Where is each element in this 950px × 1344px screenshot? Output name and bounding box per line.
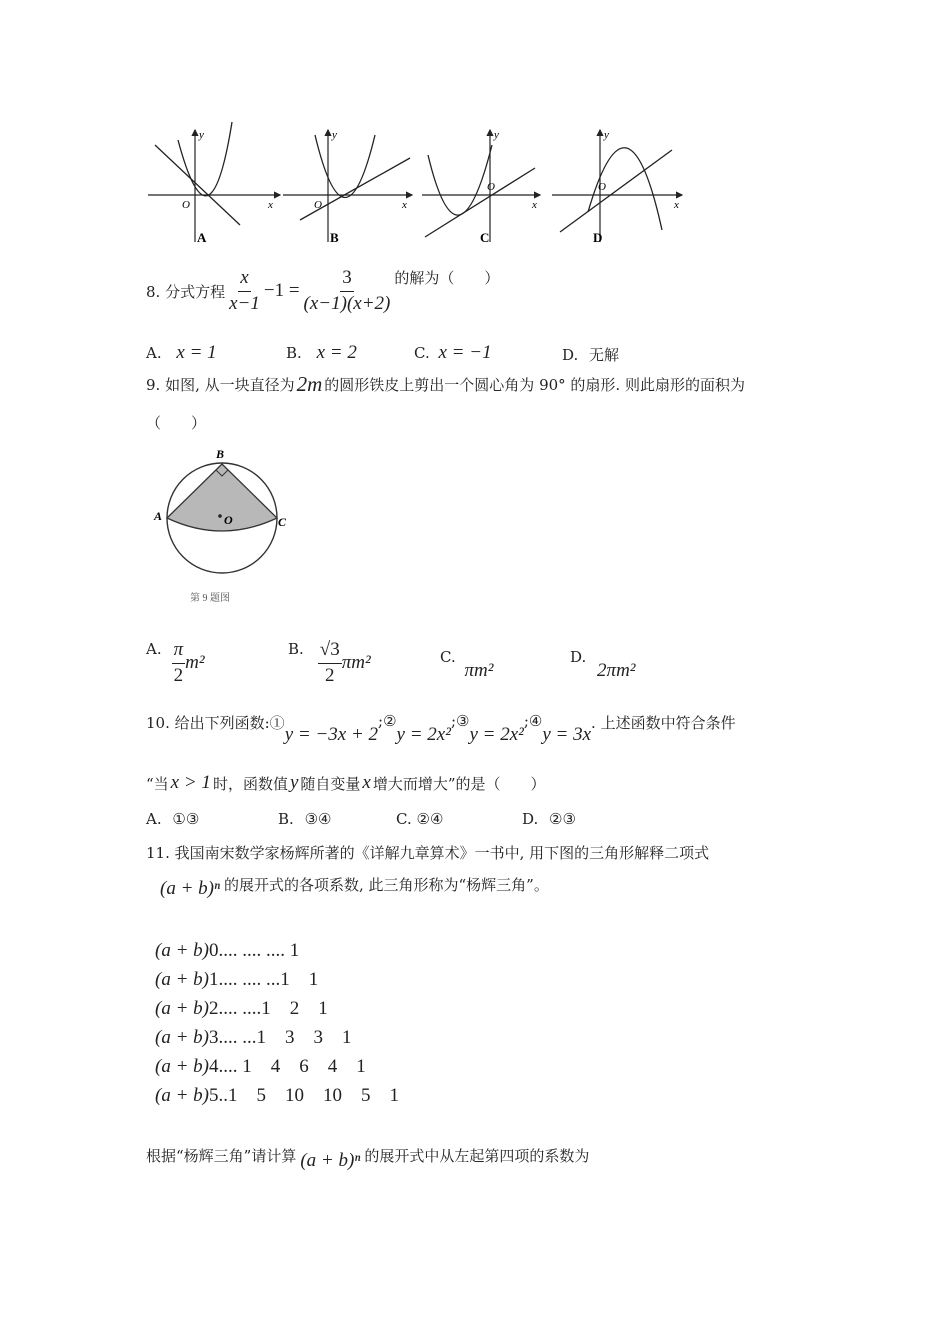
q9-option-b-fraction <box>318 640 342 687</box>
q10-line2-d: 增大而增大”的是（ ） <box>372 774 546 793</box>
q8-lhs-num: x <box>238 268 250 292</box>
q10-line2-b: 时，函数值 <box>212 774 288 793</box>
q9-label-o: O <box>224 513 233 527</box>
graph-b-label: B <box>330 230 339 245</box>
q9-option-c-value: πm² <box>464 660 494 681</box>
q9-text-a: 9. 如图, 从一块直径为 <box>146 376 295 394</box>
triangle-row <box>155 1027 399 1056</box>
q8-option-c-value: x = −1 <box>438 342 492 363</box>
graph-c-x: x <box>532 199 537 211</box>
q9-option-d-value: 2πm² <box>597 660 636 681</box>
q10-f1: y = −3x + 2 <box>284 724 379 745</box>
q10-option-b-letter: B. <box>278 810 294 828</box>
question-10 <box>146 712 736 746</box>
graph-a-label: A <box>197 230 207 245</box>
q10-var-x: x <box>362 772 371 793</box>
triangle-row <box>155 1085 399 1114</box>
question-9 <box>146 372 745 397</box>
q9-figure <box>150 442 310 612</box>
q8-lhs-den: x−1 <box>229 292 260 314</box>
q9-paren: （ ） <box>146 414 207 432</box>
q10-cond: x > 1 <box>170 772 211 793</box>
q9-option-d-letter: D. <box>570 648 587 666</box>
q8-option-b-value: x = 2 <box>316 342 357 363</box>
q9-label-b: B <box>216 447 225 461</box>
graph-c-y: y <box>494 129 499 141</box>
q8-option-c <box>414 342 492 364</box>
q11-expr: (a + b)ⁿ <box>160 878 220 899</box>
triangle-row-values: 3.... ...1 3 3 1 <box>208 1027 352 1048</box>
q8-option-d <box>562 344 619 365</box>
q10-option-a-letter: A. <box>146 810 162 828</box>
q8-option-d-value: 无解 <box>589 346 620 364</box>
q10-tail: . 上述函数中符合条件 <box>591 714 736 732</box>
graph-d-origin: O <box>598 181 606 193</box>
q9-option-a <box>146 640 205 687</box>
triangle-row-expr: (a + b) <box>155 1027 209 1048</box>
q9-option-b <box>288 640 371 687</box>
q10-option-d <box>522 810 576 828</box>
graph-b-origin: O <box>314 199 322 211</box>
q9-option-b-num: √3 <box>318 640 342 664</box>
q11-last-a: 根据“杨辉三角”请计算 <box>146 1146 297 1165</box>
q11-last-b: 的展开式中从左起第四项的系数为 <box>364 1146 590 1165</box>
q8-suffix: 的解为（ ） <box>394 268 500 287</box>
q10-option-d-letter: D. <box>522 810 539 828</box>
q10-line2-c: 随自变量 <box>300 774 361 793</box>
triangle-row-expr: (a + b) <box>155 940 209 961</box>
q8-option-a-value: x = 1 <box>176 342 217 363</box>
q9-option-b-letter: B. <box>288 640 304 658</box>
q8-option-a-letter: A. <box>146 344 162 362</box>
q9-option-c <box>440 646 494 681</box>
q8-option-d-letter: D. <box>562 346 579 364</box>
q8-option-b-letter: B. <box>286 344 302 362</box>
q11-line2 <box>160 875 549 900</box>
q9-option-a-unit: m² <box>185 652 205 674</box>
q10-line2-a: “当 <box>146 774 169 793</box>
q10-sep3: ;③ <box>450 712 470 730</box>
q10-f2: y = 2x² <box>396 724 451 745</box>
graph-a-x: x <box>268 199 273 211</box>
q11-last-line <box>146 1144 590 1171</box>
triangle-row-expr: (a + b) <box>155 1056 209 1077</box>
yanghui-triangle <box>155 940 399 1114</box>
q8-lhs-fraction <box>229 268 260 315</box>
q10-option-d-value: ②③ <box>549 810 576 828</box>
q10-option-c-letter: C. <box>396 810 412 828</box>
q9-diameter: 2m <box>296 372 323 396</box>
triangle-row-expr: (a + b) <box>155 1085 209 1106</box>
triangle-row <box>155 969 399 998</box>
graph-a-origin: O <box>182 199 190 211</box>
triangle-row-values: 4.... 1 4 6 4 1 <box>208 1056 366 1077</box>
q9-caption: 第 9 题图 <box>190 593 230 604</box>
q10-option-c <box>396 810 443 828</box>
q9-option-a-fraction <box>172 640 186 687</box>
q8-rhs-num: 3 <box>340 268 354 292</box>
triangle-row <box>155 1056 399 1085</box>
graph-b-x: x <box>402 199 407 211</box>
q9-option-a-letter: A. <box>146 640 162 658</box>
q9-option-a-num: π <box>172 640 186 664</box>
triangle-row-values: 0.... .... .... 1 <box>208 940 300 961</box>
q10-intro: 10. 给出下列函数:① <box>146 714 285 732</box>
q9-label-c: C <box>278 515 287 529</box>
triangle-row-expr: (a + b) <box>155 969 209 990</box>
triangle-row-expr: (a + b) <box>155 998 209 1019</box>
q8-prefix: 8. 分式方程 <box>146 282 226 301</box>
q9-option-b-den: 2 <box>325 664 335 686</box>
q9-option-a-den: 2 <box>173 664 184 686</box>
graph-c-origin: O <box>487 181 495 193</box>
q9-option-b-unit: πm² <box>341 652 371 674</box>
graph-d-y: y <box>604 129 609 141</box>
q8-rhs-den: (x−1)(x+2) <box>303 292 391 314</box>
graph-a <box>148 122 280 245</box>
q11-line2-text: 的展开式的各项系数, 此三角形称为“杨辉三角”。 <box>223 875 549 894</box>
graph-d <box>552 129 682 245</box>
q8-minus-one: −1 = <box>263 280 300 302</box>
triangle-row-values: 1.... .... ...1 1 <box>208 969 319 990</box>
triangle-row-values: 2.... ....1 2 1 <box>208 998 328 1019</box>
graph-d-label: D <box>593 230 603 245</box>
q9-label-a: A <box>154 509 163 523</box>
q10-option-c-value: ②④ <box>416 810 444 828</box>
q8-rhs-fraction <box>304 268 391 315</box>
q9-option-c-letter: C. <box>440 648 456 666</box>
q10-sep2: ;② <box>378 712 397 730</box>
q10-f4: y = 3x <box>542 724 592 745</box>
question-8 <box>146 268 499 315</box>
q8-option-c-letter: C. <box>414 344 430 362</box>
q10-f3: y = 2x² <box>469 724 524 745</box>
graph-b-y: y <box>332 129 337 141</box>
graph-c <box>422 129 540 245</box>
function-graphs <box>140 120 700 250</box>
q10-sep4: ;④ <box>523 712 543 730</box>
q11-line1: 11. 我国南宋数学家杨辉所著的《详解九章算术》一书中, 用下图的三角形解释二项式 <box>146 844 710 862</box>
q10-option-a <box>146 810 199 828</box>
q10-line2 <box>146 772 546 794</box>
triangle-row-values: 5..1 5 10 10 5 1 <box>208 1085 399 1106</box>
q9-text-b: 的圆形铁皮上剪出一个圆心角为 90° 的扇形. 则此扇形的面积为 <box>324 376 745 394</box>
graph-c-label: C <box>480 230 490 245</box>
q9-option-d <box>570 646 636 681</box>
q8-option-a <box>146 342 217 364</box>
graph-b <box>283 129 412 245</box>
q10-option-a-value: ①③ <box>172 810 200 828</box>
q10-option-b-value: ③④ <box>304 810 332 828</box>
q11-last-expr: (a + b)ⁿ <box>300 1150 361 1171</box>
triangle-row <box>155 998 399 1027</box>
graph-a-y: y <box>199 129 204 141</box>
q10-var-y: y <box>289 772 299 793</box>
graph-d-x: x <box>674 199 679 211</box>
q8-option-b <box>286 342 357 364</box>
q10-option-b <box>278 810 331 828</box>
triangle-row <box>155 940 399 969</box>
